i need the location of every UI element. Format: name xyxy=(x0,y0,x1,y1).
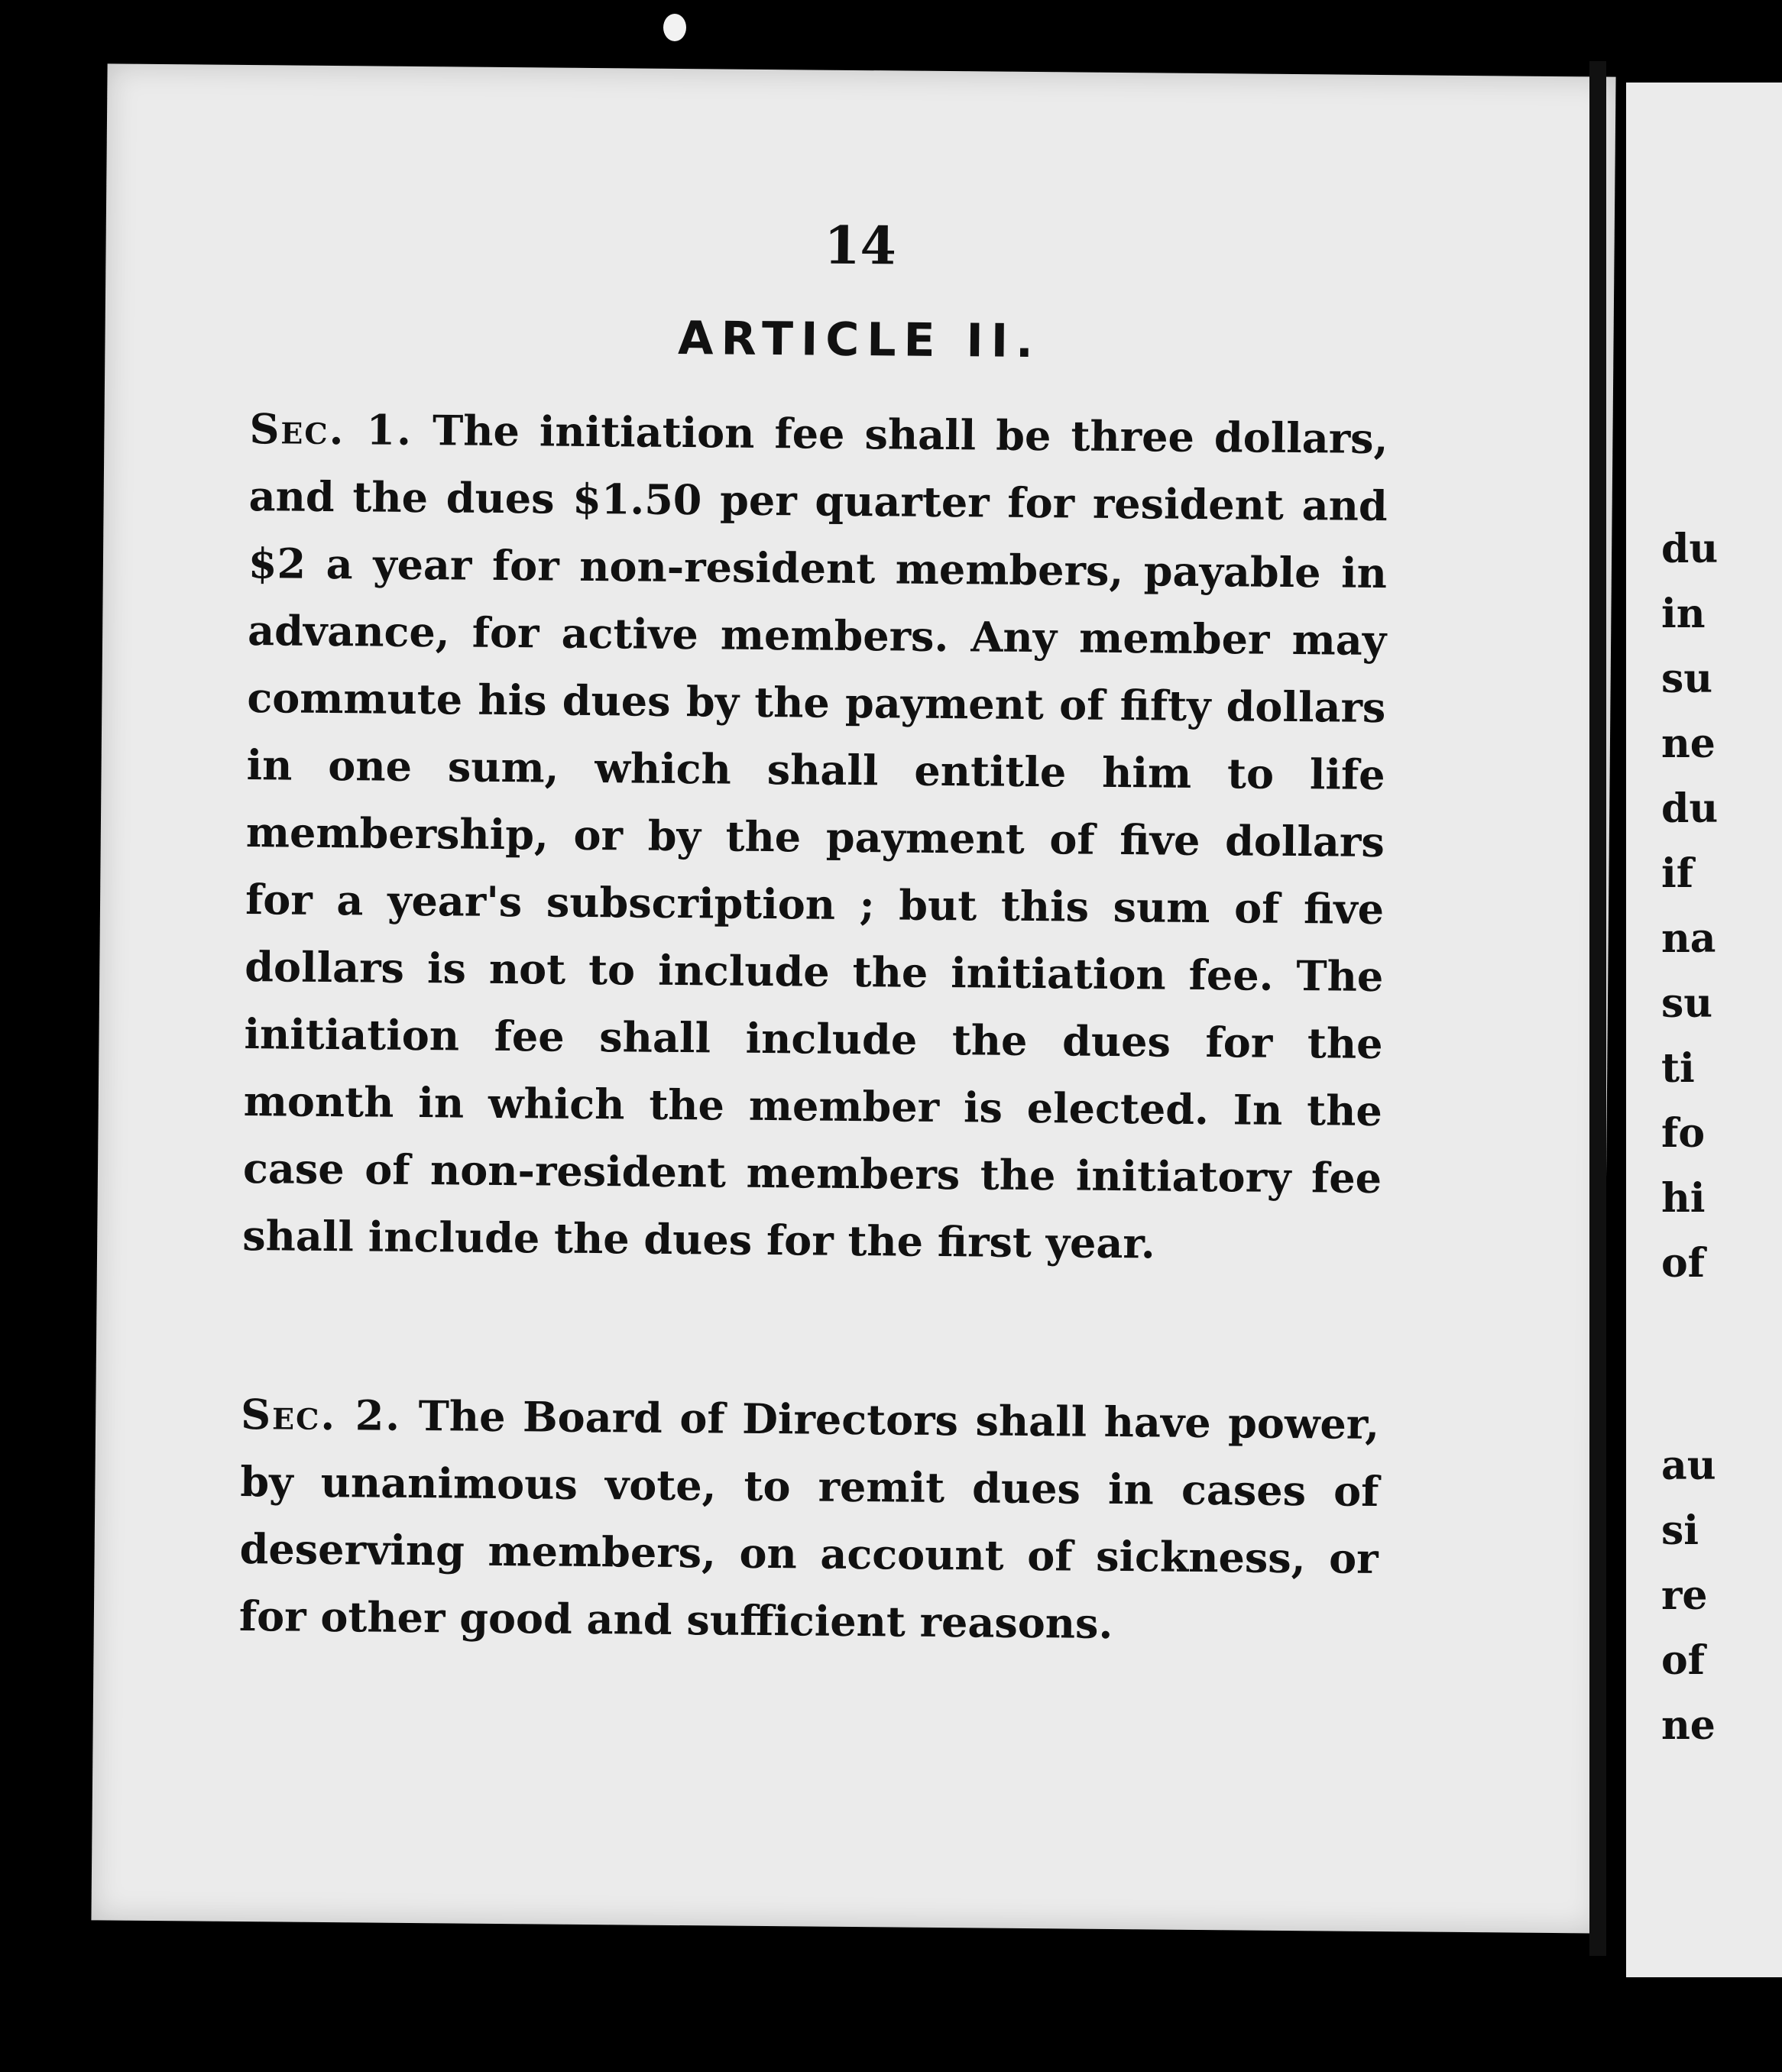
facing-page-fragment: su xyxy=(1661,980,1713,1027)
section-2-text: The Board of Directors shall have power, by unanimous vote, to remit dues in cases of deserving members, on account of sickness, or for other good and sufficient reasons. xyxy=(238,1391,1380,1648)
section-2-paragraph xyxy=(239,1381,1380,1659)
facing-page-fragment: in xyxy=(1661,591,1706,637)
facing-page-fragment: na xyxy=(1661,915,1716,962)
section-1-label: Sec. 1. xyxy=(249,404,413,455)
facing-page-fragment: su xyxy=(1661,656,1713,702)
section-2-label: Sec. 2. xyxy=(240,1390,402,1440)
left-page xyxy=(91,63,1615,1933)
page-number: 14 xyxy=(823,215,897,277)
facing-page-fragment: fo xyxy=(1661,1110,1706,1157)
section-1-text: The initiation fee shall be three dollars, and the dues $1.50 per quarter for resident and $2 a year for non-resident members, payable in advance, for active members. Any member may commute his dues by the payment of fifty dollars in one sum, which shall entitle him to life membership, or by the payment of five dollars for a year's subscription ; but this sum of five dollars is not to include the initiation fee. The initiation fee shall include the dues for the month in which the member is elected. In the case of non-resident members the initiatory fee shall include the dues for the first year. xyxy=(241,406,1388,1268)
facing-page-fragment: du xyxy=(1661,526,1719,572)
facing-page-fragment: au xyxy=(1661,1442,1716,1489)
facing-page-fragment: of xyxy=(1661,1240,1706,1287)
facing-page-fragment: re xyxy=(1661,1572,1708,1619)
facing-page-fragment: du xyxy=(1661,785,1719,832)
facing-page-fragment: if xyxy=(1661,850,1694,897)
book-gutter xyxy=(1589,61,1606,1956)
section-1-paragraph xyxy=(242,395,1388,1279)
facing-page-fragment: ne xyxy=(1661,1702,1716,1749)
scan-speck xyxy=(663,14,686,41)
facing-page-fragment: of xyxy=(1661,1637,1706,1684)
facing-page-fragment: si xyxy=(1661,1507,1699,1554)
facing-page-fragment: ti xyxy=(1661,1045,1695,1092)
facing-page-fragment: ne xyxy=(1661,720,1716,767)
facing-page-fragment: hi xyxy=(1661,1175,1706,1222)
right-page-edge xyxy=(1626,83,1782,1977)
article-heading: ARTICLE II. xyxy=(677,311,1042,369)
